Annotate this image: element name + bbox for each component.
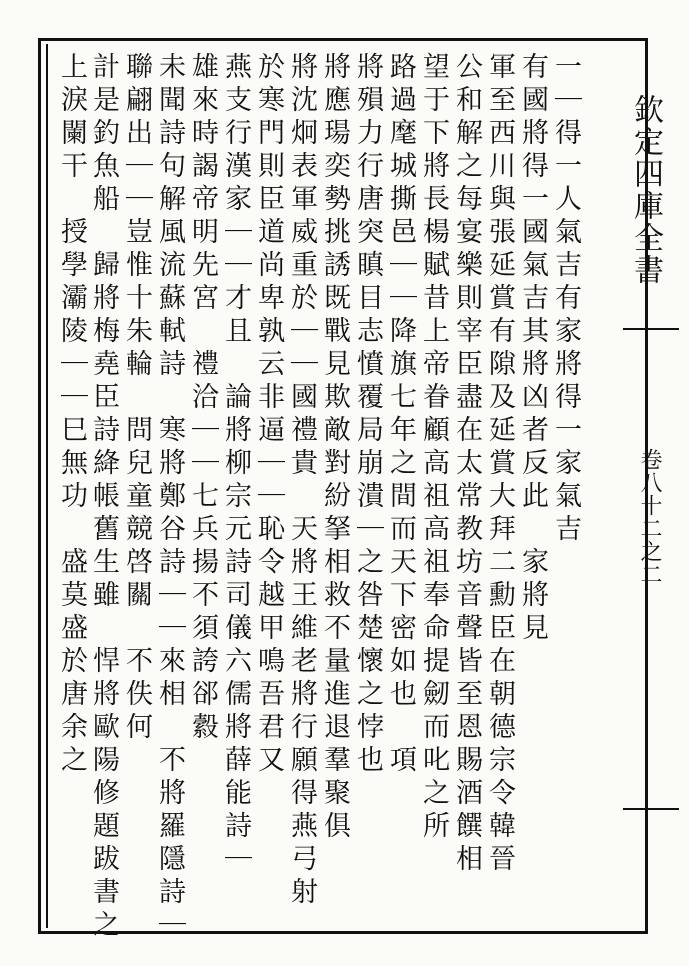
text-column: 於寒門則臣道尚卑孰云非逼｜｜恥令越甲鳴吾君又 xyxy=(253,52,284,778)
text-column: 上淚闌干 授學灞陵｜｜巳無功 盛莫盛於唐余之 xyxy=(56,52,87,778)
text-column: 一｜得一人氣吉有家將得一家氣吉 xyxy=(550,52,581,547)
text-column: 未聞詩句解風流蘇軾詩 寒將鄭谷詩｜｜來相 不將羅隱詩｜ xyxy=(154,52,185,943)
volume-number: 卷八十二之二 xyxy=(637,448,662,586)
text-column: 望于下將長楊賦昔上帝眷顧高祖高祖奉命提劒而叱之所 xyxy=(418,52,449,844)
text-column: 聯翩出｜｜豈惟十朱輪 問兒童競啓關 不佚何 xyxy=(121,52,152,745)
text-column: 公和解之每宴樂則宰臣盡在太常教坊音聲皆至恩賜酒饌相 xyxy=(451,52,482,877)
text-column: 有國將得一國氣吉其將凶者反此 家將見 xyxy=(517,52,548,646)
margin-divider-top xyxy=(623,328,679,330)
text-column: 將殞力行唐突瞋目志憤覆局崩潰｜之咎楚懷之悖也 xyxy=(352,52,383,778)
inner-border-line xyxy=(46,44,48,928)
text-columns xyxy=(52,52,584,943)
text-column: 將沈炯表軍威重於｜｜國禮貴 天將王維老將行願得燕弓射 xyxy=(286,52,317,910)
book-title: 欽定四庫全書 xyxy=(628,94,663,286)
margin-divider-bottom xyxy=(623,808,679,810)
text-column: 燕支行漢家｜｜才且 論將柳宗元詩司儀六儒將薛能詩｜ xyxy=(220,52,251,877)
text-column: 計是釣魚船 歸將梅堯臣詩絳帳舊生雖 悍將歐陽修題跋書之 xyxy=(88,52,119,943)
text-column: 將應瑒奕勢挑誘既戰見欺敵對紛拏相救不量進退羣聚俱 xyxy=(319,52,350,844)
text-column: 軍至西川與張延賞有隙及延賞大拜二勳臣在朝德宗令韓晉 xyxy=(484,52,515,877)
text-column: 路過麾城撕邑｜｜降旗七年之間而天下密如也 項 xyxy=(385,52,416,778)
margin-strip xyxy=(623,42,679,930)
text-column: 雄來時謁帝明先宮 禮洽｜｜七兵揚不須誇郤縠 xyxy=(187,52,218,745)
